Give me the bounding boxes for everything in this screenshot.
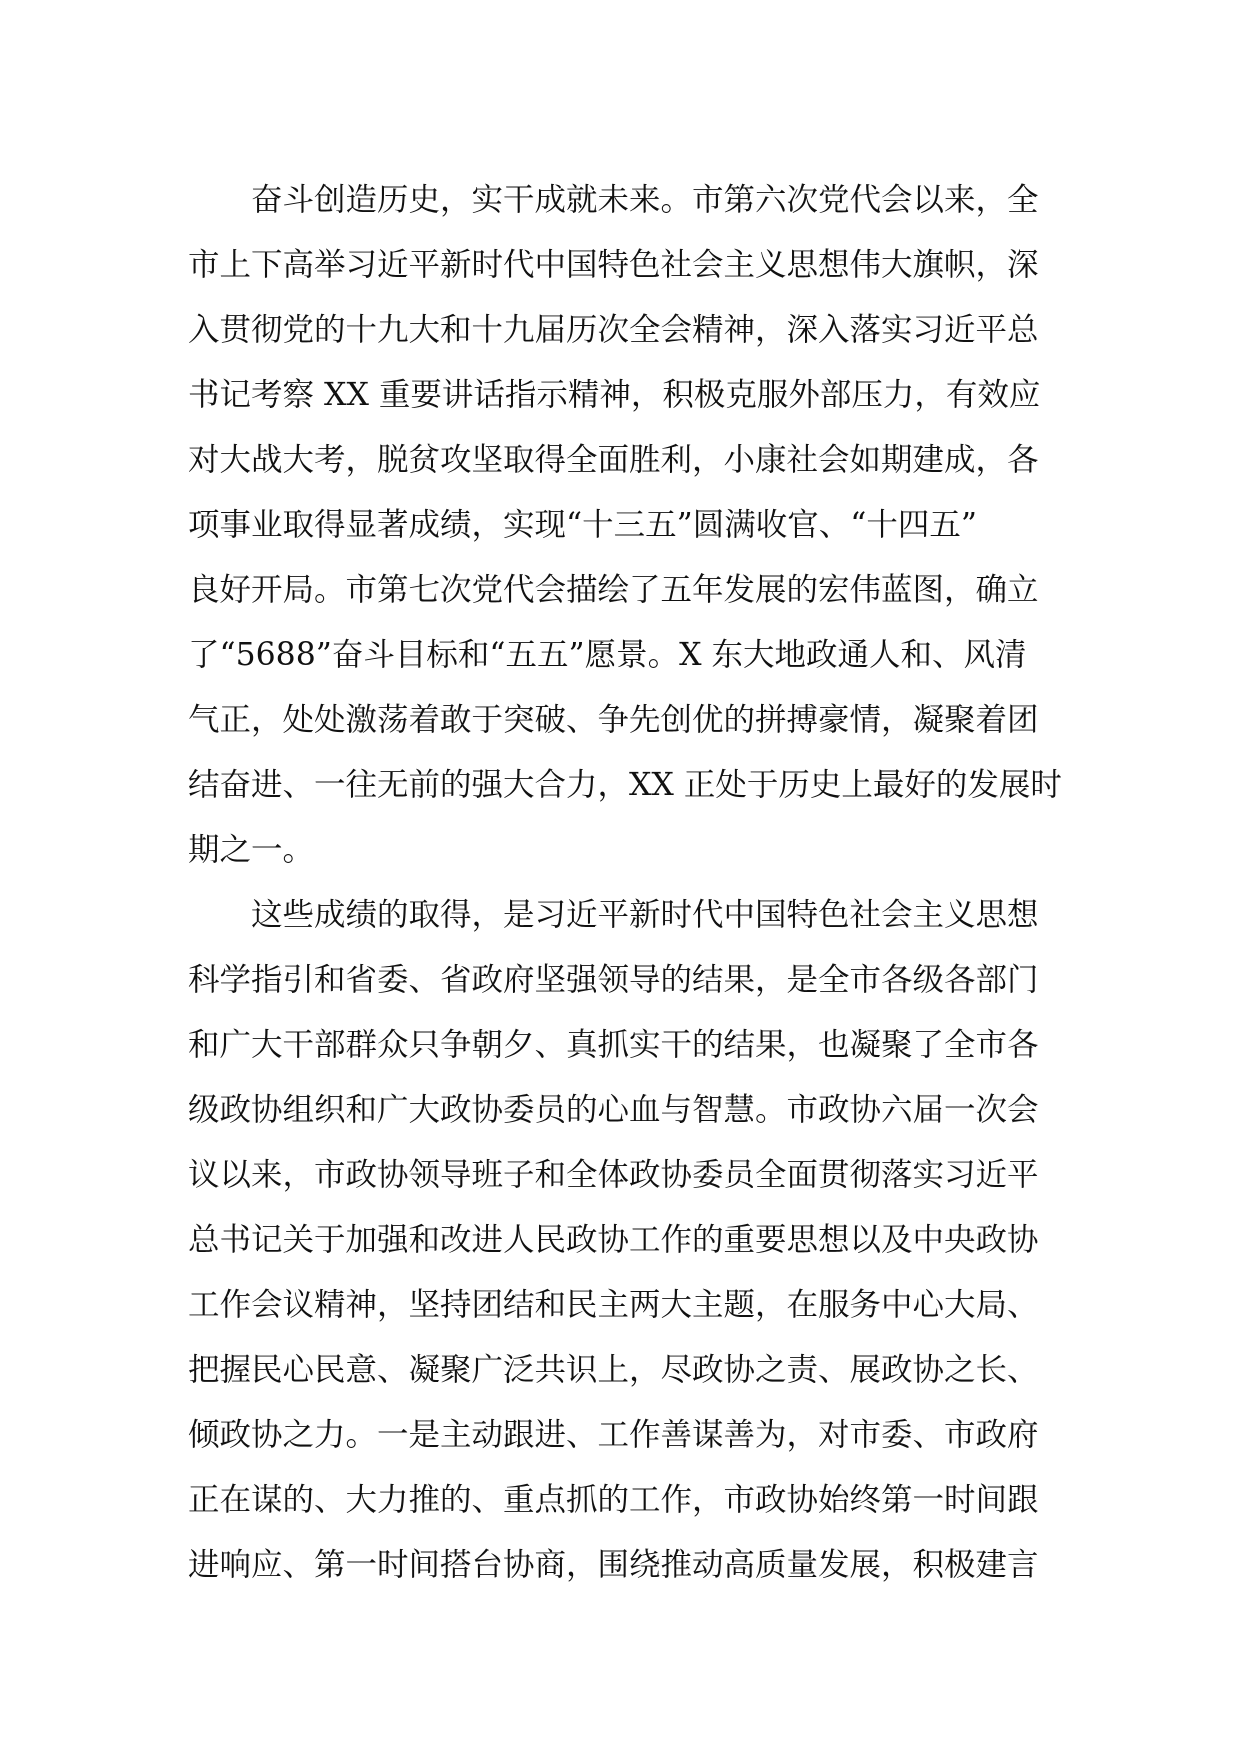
paragraph-2-line-1: 这些成绩的取得，是习近平新时代中国特色社会主义思想 xyxy=(251,897,1039,933)
paragraph-1-line-3: 入贯彻党的十九大和十九届历次全会精神，深入落实习近平总 xyxy=(188,312,1039,348)
paragraph-1-line-7: 良好开局。市第七次党代会描绘了五年发展的宏伟蓝图，确立 xyxy=(188,572,1039,608)
body-text xyxy=(188,168,1062,1598)
paragraph-2-line-8: 把握民心民意、凝聚广泛共识上，尽政协之责、展政协之长、 xyxy=(188,1352,1039,1388)
paragraph-2-line-10: 正在谋的、大力推的、重点抓的工作，市政协始终第一时间跟 xyxy=(188,1482,1039,1518)
paragraph-1-line-8: 了“5688”奋斗目标和“五五”愿景。X 东大地政通人和、风清 xyxy=(188,637,1027,673)
paragraph-1-line-4: 书记考察 XX 重要讲话指示精神，积极克服外部压力，有效应 xyxy=(188,377,1041,413)
paragraph-2-line-3: 和广大干部群众只争朝夕、真抓实干的结果，也凝聚了全市各 xyxy=(188,1027,1039,1063)
paragraph-1-line-5: 对大战大考，脱贫攻坚取得全面胜利，小康社会如期建成，各 xyxy=(188,442,1039,478)
paragraph-1-line-10: 结奋进、一往无前的强大合力，XX 正处于历史上最好的发展时 xyxy=(188,767,1062,803)
paragraph-1-line-1: 奋斗创造历史，实干成就未来。市第六次党代会以来，全 xyxy=(251,182,1039,218)
paragraph-1-line-9: 气正，处处激荡着敢于突破、争先创优的拼搏豪情，凝聚着团 xyxy=(188,702,1039,738)
paragraph-1-line-11: 期之一。 xyxy=(188,832,315,868)
paragraph-2-line-6: 总书记关于加强和改进人民政协工作的重要思想以及中央政协 xyxy=(188,1222,1039,1258)
paragraph-2-line-5: 议以来，市政协领导班子和全体政协委员全面贯彻落实习近平 xyxy=(188,1157,1039,1193)
paragraph-2-line-4: 级政协组织和广大政协委员的心血与智慧。市政协六届一次会 xyxy=(188,1092,1039,1128)
paragraph-2-line-11: 进响应、第一时间搭台协商，围绕推动高质量发展，积极建言 xyxy=(188,1547,1039,1583)
paragraph-2-line-9: 倾政协之力。一是主动跟进、工作善谋善为，对市委、市政府 xyxy=(188,1417,1039,1453)
paragraph-1-line-2: 市上下高举习近平新时代中国特色社会主义思想伟大旗帜，深 xyxy=(188,247,1039,283)
paragraph-2-line-7: 工作会议精神，坚持团结和民主两大主题，在服务中心大局、 xyxy=(188,1287,1039,1323)
paragraph-1-line-6: 项事业取得显著成绩，实现“十三五”圆满收官、“十四五” xyxy=(188,507,977,543)
paragraph-2-line-2: 科学指引和省委、省政府坚强领导的结果，是全市各级各部门 xyxy=(188,962,1039,998)
